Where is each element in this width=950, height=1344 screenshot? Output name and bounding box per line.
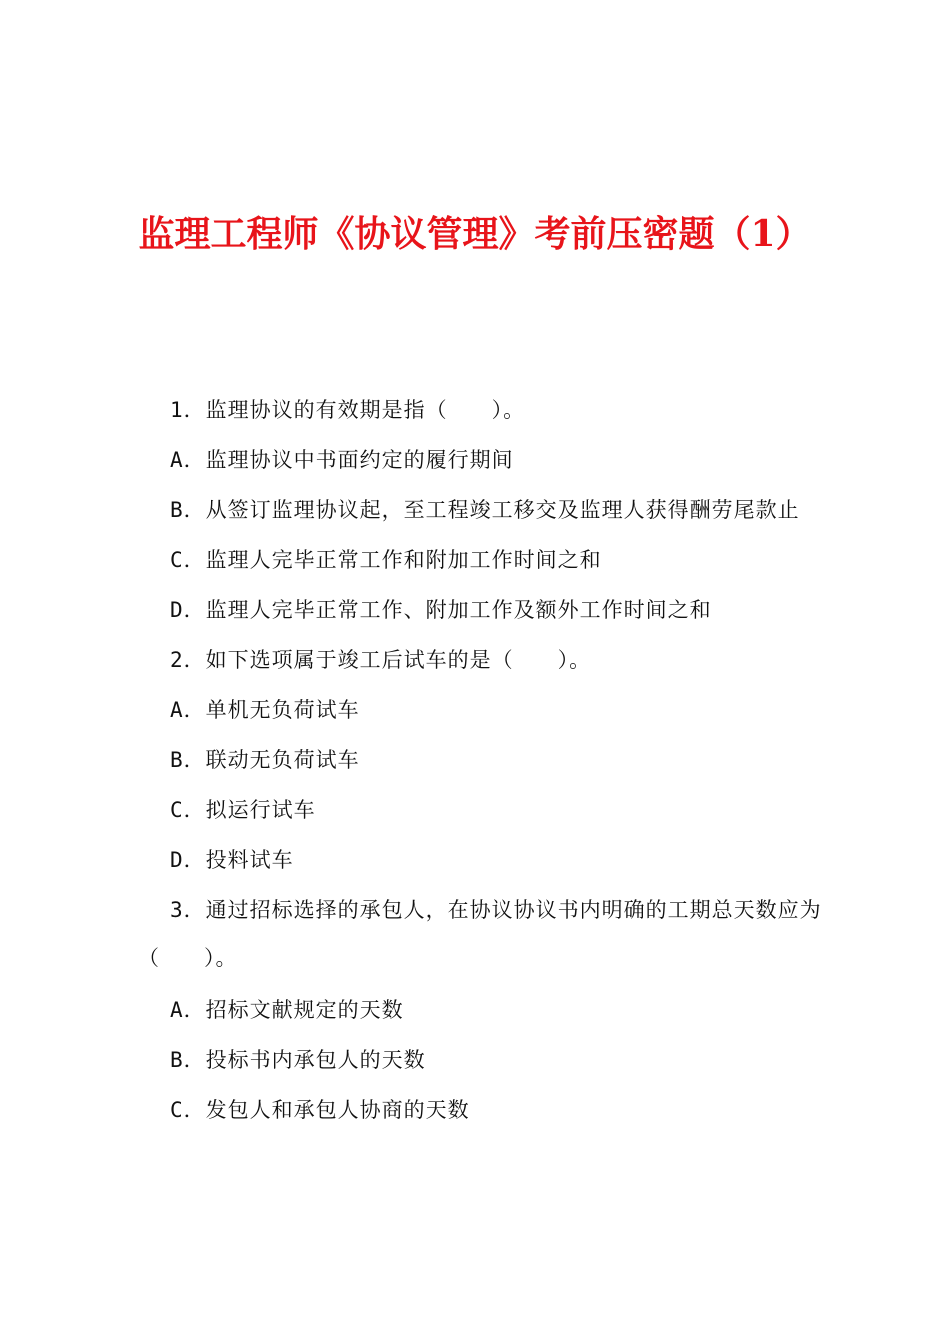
question-1-stem: 1．监理协议的有效期是指（ ）。: [170, 398, 526, 422]
question-3-option-a: A．招标文献规定的天数: [170, 998, 404, 1022]
question-1-option-c: C．监理人完毕正常工作和附加工作时间之和: [170, 548, 602, 572]
question-2-option-a: A．单机无负荷试车: [170, 698, 360, 722]
question-1-option-a: A．监理协议中书面约定的履行期间: [170, 448, 514, 472]
question-3-stem: 3．通过招标选择的承包人，在协议协议书内明确的工期总天数应为: [170, 898, 822, 922]
question-3-option-b: B．投标书内承包人的天数: [170, 1048, 426, 1072]
question-3-option-c: C．发包人和承包人协商的天数: [170, 1098, 470, 1122]
question-2-option-c: C．拟运行试车: [170, 798, 316, 822]
question-2-option-b: B．联动无负荷试车: [170, 748, 360, 772]
question-1-option-b: B．从签订监理协议起，至工程竣工移交及监理人获得酬劳尾款止: [170, 498, 800, 522]
question-3-stem-continued: （ ）。: [138, 946, 238, 970]
question-1-option-d: D．监理人完毕正常工作、附加工作及额外工作时间之和: [170, 598, 712, 622]
question-2-stem: 2．如下选项属于竣工后试车的是（ ）。: [170, 648, 592, 672]
question-2-option-d: D．投料试车: [170, 848, 294, 872]
document-title: 监理工程师《协议管理》考前压密题（1）: [138, 213, 812, 255]
